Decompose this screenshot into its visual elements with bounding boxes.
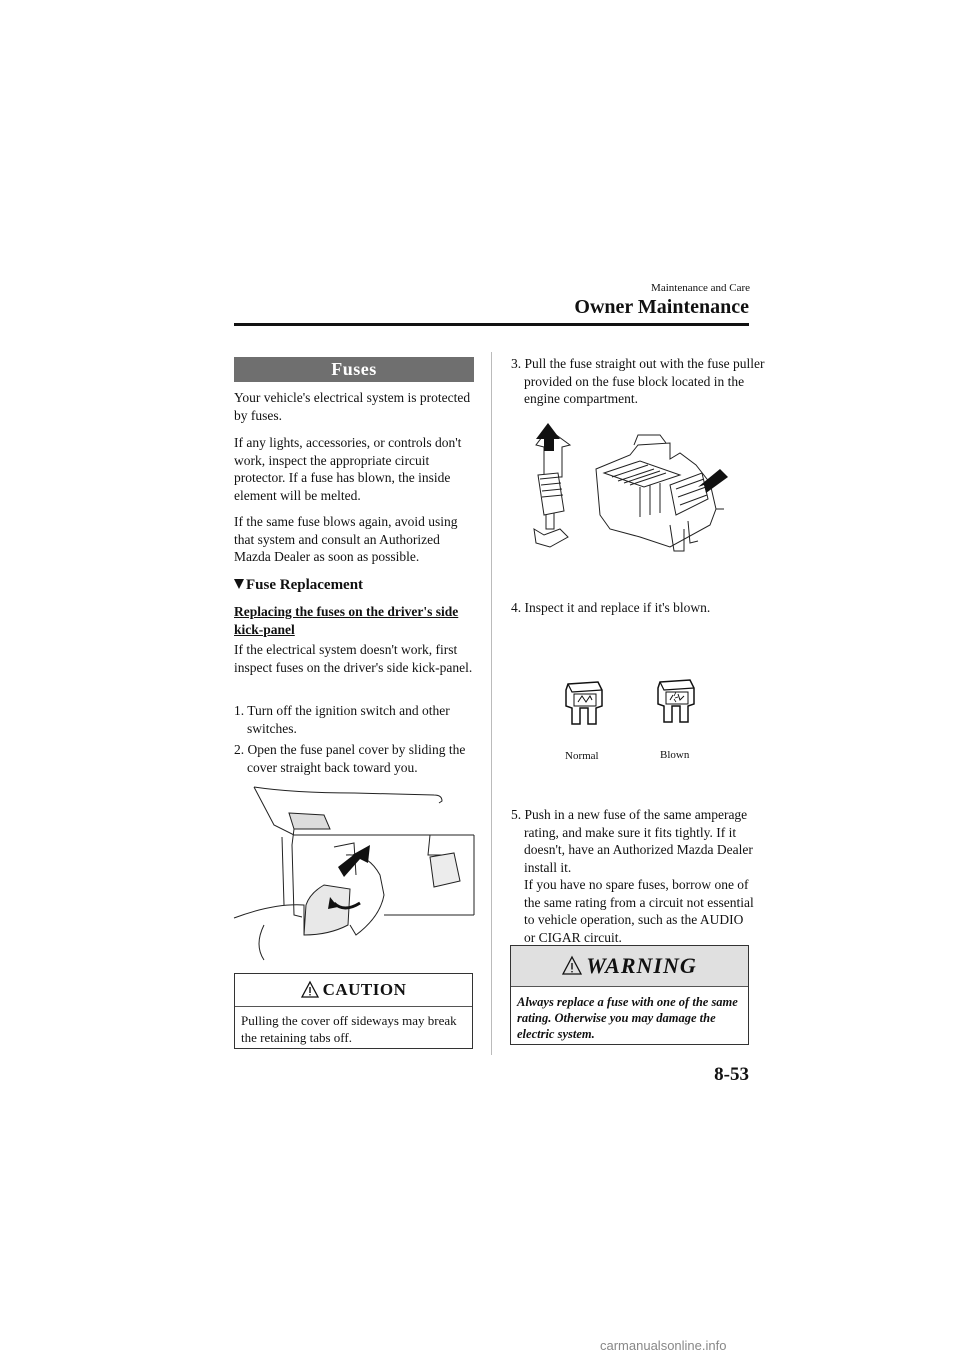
column-divider [491,352,492,1055]
kick-panel-heading: Replacing the fuses on the driver's side kick-panel [234,604,459,637]
caution-box [234,973,473,1049]
kick-panel-paragraph: If the electrical system doesn't work, first inspect fuses on the driver's side kick-panel. [234,642,473,675]
warning-text: Always replace a fuse with one of the same rating. Otherwise you may damage the electric system. [517,995,738,1041]
caution-text: Pulling the cover off sideways may break the retaining tabs off. [241,1013,457,1045]
step-4: 4. Inspect it and replace if it's blown. [511,600,711,615]
kick-panel-illustration [234,785,474,960]
watermark: carmanualsonline.info [600,1338,727,1353]
intro-paragraph-1: Your vehicle's electrical system is protected by fuses. [234,390,471,423]
section-title: Owner Maintenance [574,296,749,318]
fuse-replacement-label: Fuse Replacement [246,577,364,593]
step-2: 2. Open the fuse panel cover by sliding the cover straight back toward you. [234,742,466,775]
fuse-normal-icon [562,680,606,730]
warning-box [510,945,749,1045]
step-3: 3. Pull the fuse straight out with the fuse puller provided on the fuse block located in the engine compartment. [511,356,765,406]
warning-triangle-icon [301,981,319,998]
fuse-blown-icon [654,678,698,728]
section-triangle-icon [234,579,244,589]
step-5-continuation: If you have no spare fuses, borrow one of the same rating from a circuit not essential to vehicle operation, such as the AUDIO or CIGAR circuit. [524,877,754,945]
warning-header [511,946,748,987]
page-number: 8-53 [714,1064,749,1085]
label-blown: Blown [660,749,690,761]
caution-header [235,974,472,1007]
warning-title: WARNING [586,953,697,978]
intro-paragraph-3: If the same fuse blows again, avoid using that system and consult an Authorized Mazda Dealer as soon as possible. [234,514,458,564]
fuse-replacement-heading [234,577,363,594]
fuses-heading: Fuses [234,357,474,382]
intro-paragraph-2: If any lights, accessories, or controls don't work, inspect the appropriate circuit protector. If a fuse has blown, the inside element will be melted. [234,435,462,503]
header-rule [234,323,749,326]
caution-title: CAUTION [322,980,407,999]
chapter-title: Maintenance and Care [651,282,750,294]
step-5: 5. Push in a new fuse of the same amperage rating, and make sure it fits tightly. If it doesn't, have an Authorized Mazda Dealer install it. [511,807,753,875]
warning-triangle-icon [562,956,582,975]
label-normal: Normal [565,750,599,762]
step-1: 1. Turn off the ignition switch and other switches. [234,703,450,736]
fuse-block-illustration [520,425,740,555]
